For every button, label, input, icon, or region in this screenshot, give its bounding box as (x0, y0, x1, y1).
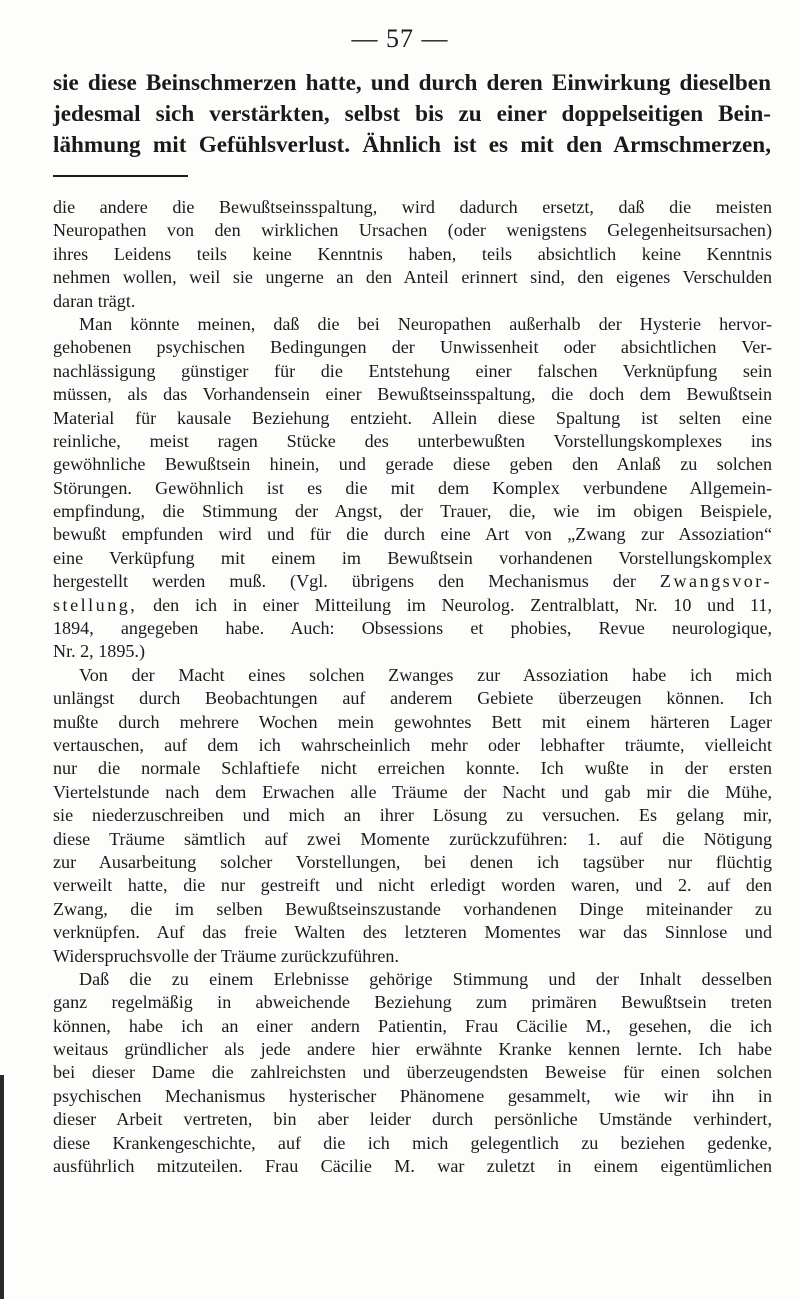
page-number: — 57 — (351, 24, 449, 53)
intro-line: sie diese Beinschmerzen hatte, und durch deren Einwirkung dieselben (53, 70, 771, 96)
text-line: empfindung, die Stimmung der Angst, der Trauer, die, wie im obigen Beispiele, (53, 501, 772, 522)
text-line: dieser Arbeit vertreten, bin aber leider durch persönliche Umstände verhindert, (53, 1109, 772, 1130)
text-line: eine Verküpfung mit einem im Bewußtsein vorhandenen Vorstellungskomplex (53, 547, 772, 568)
text-line: müssen, als das Vorhandensein einer Bewußtseinsspaltung, die doch dem Bewußtsein (53, 384, 772, 405)
text-line: weitaus gründlicher als jede andere hier erwähnte Kranke kennen lernte. Ich habe (53, 1039, 772, 1060)
text-line: ausführlich mitzuteilen. Frau Cäcilie M. war zuletzt in einem eigentümlichen (53, 1156, 772, 1177)
text-line (53, 594, 772, 617)
text-line: Material für kausale Beziehung entzieht. Allein diese Spaltung ist selten eine (53, 407, 772, 428)
line-text: den ich in einer Mitteilung im Neurolog. Zentralblatt, Nr. 10 und 11, (137, 594, 772, 615)
paragraph-2 (53, 313, 772, 664)
paragraph-3 (53, 664, 772, 968)
text-line: können, habe ich an einer andern Patientin, Frau Cäcilie M., gesehen, die ich (53, 1015, 772, 1036)
text-line: verknüpfen. Auf das freie Walten des letzteren Momentes war das Sinnlose und (53, 922, 772, 943)
text-line: mußte durch mehrere Wochen mein gewohntes Bett mit einem härteren Lager (53, 711, 772, 732)
intro-line: jedesmal sich verstärkten, selbst bis zu einer doppelseitigen Bein- (53, 101, 771, 127)
line-text: hergestellt werden muß. (Vgl. übrigens den Mechanismus der (53, 571, 636, 592)
text-line: diese Krankengeschichte, auf die ich mich gelegentlich zu beziehen gedenke, (53, 1132, 772, 1153)
text-line: gewöhnliche Bewußtsein hinein, und gerade diese geben den Anlaß zu solchen (53, 454, 772, 475)
text-line: reinliche, meist ragen Stücke des unterbewußten Vorstellungskomplexes ins (53, 430, 772, 451)
intro-text (53, 68, 771, 161)
text-line: Zwang, die im selben Bewußtseinszustande vorhandenen Dinge miteinander zu (53, 898, 772, 919)
text-line: diese Träume sämtlich auf zwei Momente zurückzuführen: 1. auf die Nötigung (53, 828, 772, 849)
text-line: vertauschen, auf dem ich wahrscheinlich mehr oder lebhafter träumte, vielleicht (53, 734, 772, 755)
text-line: ihres Leidens teils keine Kenntnis haben, teils absichtlich keine Kenntnis (53, 243, 772, 264)
text-line: sie niederzuschreiben und mich an ihrer Lösung zu versuchen. Es gelang mir, (53, 805, 772, 826)
footnote-body (53, 196, 772, 1178)
emphasized-term: stellung, (53, 594, 138, 615)
text-line: Daß die zu einem Erlebnisse gehörige Stimmung und der Inhalt desselben (79, 968, 772, 989)
text-line: bewußt empfunden wird und für die durch eine Art von „Zwang zur Assoziation“ (53, 524, 772, 545)
text-line: Störungen. Gewöhnlich ist es die mit dem Komplex verbundene Allgemein- (53, 477, 772, 498)
text-line: Nr. 2, 1895.) (53, 641, 145, 662)
intro-line: lähmung mit Gefühlsverlust. Ähnlich ist es mit den Armschmerzen, (53, 132, 771, 158)
page-edge-shadow (0, 1075, 4, 1299)
text-line: zur Ausarbeitung solcher Vorstellungen, bei denen ich tagsüber nur flüchtig (53, 851, 772, 872)
text-line (53, 570, 772, 593)
text-line: nachlässigung günstiger für die Entstehung einer falschen Verknüpfung sein (53, 360, 772, 381)
text-line: nehmen wollen, weil sie ungerne an den Anteil erinnert sind, den eigenes Verschulden (53, 267, 772, 288)
text-line: bei dieser Dame die zahlreichsten und überzeugendsten Beweise für einen solchen (53, 1062, 772, 1083)
text-line: unlängst durch Beobachtungen auf anderem Gebiete überzeugen können. Ich (53, 688, 772, 709)
text-line: Neuropathen von den wirklichen Ursachen (oder wenigstens Gelegenheitsursachen) (53, 220, 772, 241)
footnote-rule (53, 175, 188, 177)
text-line: nur die normale Schlaftiefe nicht erreichen konnte. Ich wußte in der ersten (53, 758, 772, 779)
text-line: psychischen Mechanismus hysterischer Phänomene gesammelt, wie wir ihn in (53, 1085, 772, 1106)
text-line: ganz regelmäßig in abweichende Beziehung zum primären Bewußtsein treten (53, 992, 772, 1013)
text-line: daran trägt. (53, 290, 136, 311)
text-line: Man könnte meinen, daß die bei Neuropathen außerhalb der Hysterie hervor- (79, 313, 772, 334)
text-line: Widerspruchsvolle der Träume zurückzuführen. (53, 945, 399, 966)
paragraph-1 (53, 196, 772, 313)
text-line: Von der Macht eines solchen Zwanges zur Assoziation habe ich mich (79, 664, 772, 685)
text-line: 1894, angegeben habe. Auch: Obsessions et phobies, Revue neurologique, (53, 618, 772, 639)
paragraph-4 (53, 968, 772, 1179)
text-line: verweilt hatte, die nur gestreift und nicht erledigt worden waren, und 2. auf den (53, 875, 772, 896)
text-line: gehobenen psychischen Bedingungen der Unwissenheit oder absichtlichen Ver- (53, 337, 772, 358)
text-line: Viertelstunde nach dem Erwachen alle Träume der Nacht und gab mir die Mühe, (53, 781, 772, 802)
emphasized-term: Zwangsvor- (659, 571, 772, 592)
text-line: die andere die Bewußtseinsspaltung, wird dadurch ersetzt, daß die meisten (53, 197, 772, 217)
